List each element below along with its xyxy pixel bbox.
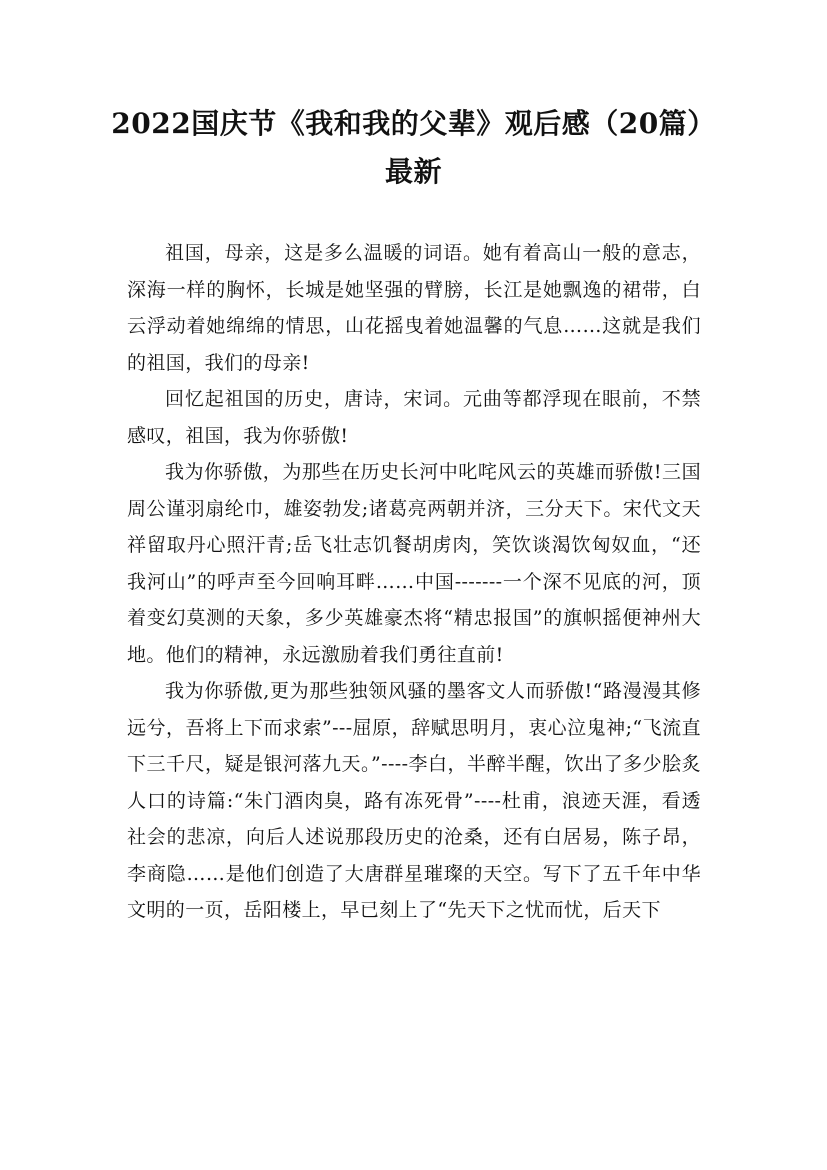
paragraph-2: 回忆起祖国的历史，唐诗，宋词。元曲等都浮现在眼前，不禁感叹，祖国，我为你骄傲! <box>127 388 701 447</box>
paragraph-4: 我为你骄傲,更为那些独领风骚的墨客文人而骄傲!“路漫漫其修远兮，吾将上下而求索”---屈原，辞赋思明月，衷心泣鬼神;“飞流直下三千尺，疑是银河落九天。”----李白，半醉半醒，饮出了多少脍炙人口的诗篇:“朱门酒肉臭，路有冻死骨”----杜甫，浪迹天涯，看透社会的悲凉，向后人述说那段历史的沧桑，还有白居易，陈子昂，李商隐……是他们创造了大唐群星璀璨的天空。写下了五千年中华文明的一页，岳阳楼上，早已刻上了“先天下之忧而忧，后天下 <box>127 680 701 921</box>
paragraph-3: 我为你骄傲，为那些在历史长河中叱咤风云的英雄而骄傲!三国周公谨羽扇纶巾，雄姿勃发;诸葛亮两朝并济，三分天下。宋代文天祥留取丹心照汗青;岳飞壮志饥餐胡虏肉，笑饮谈渴饮匈奴血，“还我河山”的呼声至今回响耳畔……中国-------一个深不见底的河，顶着变幻莫测的天象，多少英雄豪杰将“精忠报国”的旗帜摇便神州大地。他们的精神，永远激励着我们勇往直前! <box>127 461 701 666</box>
paragraph-1: 祖国，母亲，这是多么温暖的词语。她有着高山一般的意志，深海一样的胸怀，长城是她坚强的臂膀，长江是她飘逸的裙带，白云浮动着她绵绵的情思，山花摇曳着她温馨的气息……这就是我们的祖国，我们的母亲! <box>127 242 701 374</box>
document-title: 2022国庆节《我和我的父辈》观后感（20篇）最新 <box>111 107 716 188</box>
document-body <box>127 235 701 929</box>
